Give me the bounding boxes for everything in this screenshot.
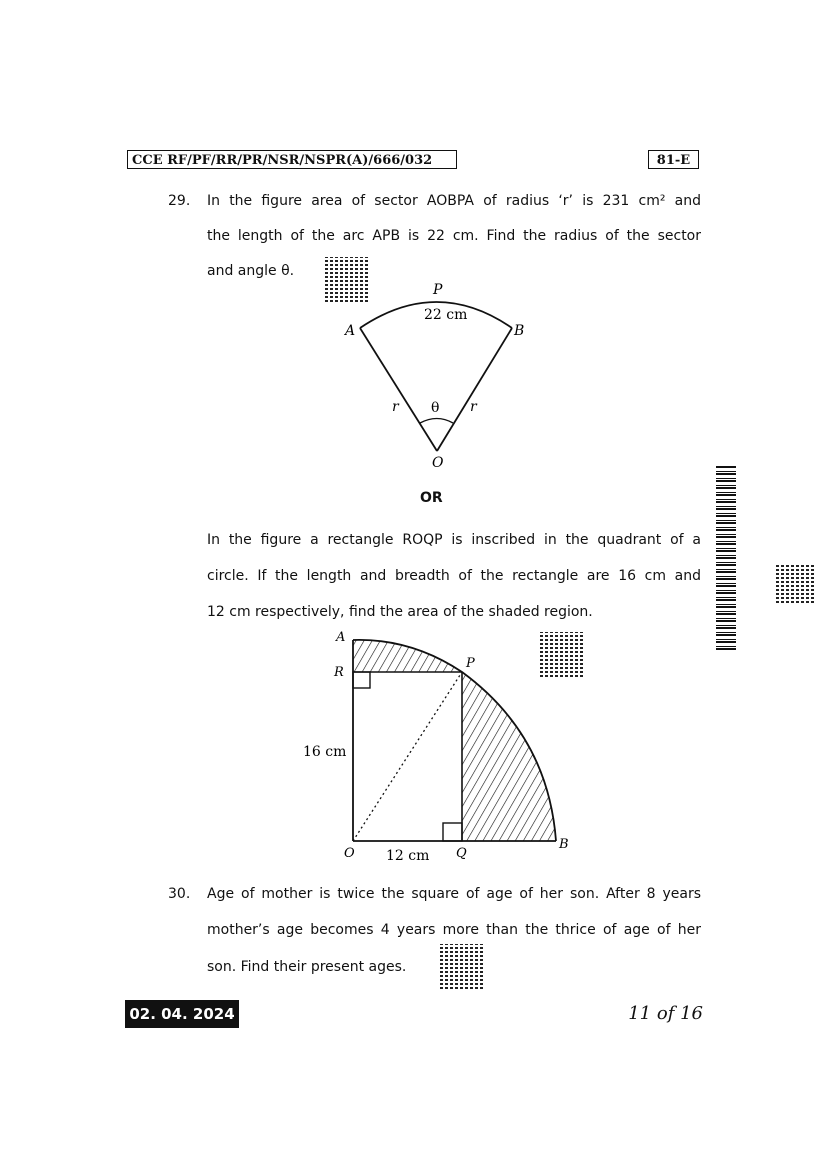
sector-figure xyxy=(340,275,540,475)
radius-ob xyxy=(437,328,512,451)
label-theta: θ xyxy=(431,400,440,416)
breadth-label: 12 cm xyxy=(386,848,430,864)
quadrant-figure xyxy=(300,625,590,865)
qr-code-icon xyxy=(440,944,485,989)
label-a: A xyxy=(336,630,346,645)
radius-oa xyxy=(360,328,440,451)
shaded-right xyxy=(462,672,556,841)
q30-line-2: mother’s age becomes 4 years more than the thrice of age of her xyxy=(207,922,701,938)
q29-line-3: and angle θ. xyxy=(207,263,295,279)
length-label: 16 cm xyxy=(303,744,347,760)
q29-alt-line-3: 12 cm respectively, find the area of the shaded region. xyxy=(207,604,593,620)
q30-line-3: son. Find their present ages. xyxy=(207,959,407,975)
label-r: R xyxy=(334,665,344,680)
question-number-30: 30. xyxy=(168,886,191,902)
label-p: P xyxy=(433,282,443,298)
label-o: O xyxy=(344,846,355,861)
label-b: B xyxy=(559,837,569,852)
q30-line-1: Age of mother is twice the square of age of her son. After 8 years xyxy=(207,886,701,902)
right-angle-q xyxy=(443,823,462,841)
qr-code-icon xyxy=(776,565,814,603)
right-angle-r xyxy=(353,672,370,688)
label-b: B xyxy=(514,323,525,339)
or-separator: OR xyxy=(420,490,443,506)
q29-alt-line-1: In the figure a rectangle ROQP is inscribed in the quadrant of a xyxy=(207,532,701,548)
arc-length-label: 22 cm xyxy=(424,307,468,323)
label-o: O xyxy=(432,455,444,471)
page-number: 11 of 16 xyxy=(628,1003,703,1024)
label-q: Q xyxy=(456,846,467,861)
paper-code: CCE RF/PF/RR/PR/NSR/NSPR(A)/666/032 xyxy=(127,150,457,169)
subject-code: 81-E xyxy=(648,150,699,169)
label-p: P xyxy=(466,656,475,671)
q29-line-1: In the figure area of sector AOBPA of radius ‘r’ is 231 cm² and xyxy=(207,193,701,209)
q29-line-2: the length of the arc APB is 22 cm. Find the radius of the sector xyxy=(207,228,701,244)
question-number-29: 29. xyxy=(168,193,191,209)
label-a: A xyxy=(345,323,356,339)
barcode-icon xyxy=(716,465,736,650)
label-r-right: r xyxy=(470,399,477,415)
label-r-left: r xyxy=(392,399,399,415)
shaded-top xyxy=(353,640,462,672)
diagonal-op xyxy=(353,672,462,841)
angle-arc xyxy=(420,419,453,424)
date-badge: 02. 04. 2024 xyxy=(125,1000,239,1028)
q29-alt-line-2: circle. If the length and breadth of the rectangle are 16 cm and xyxy=(207,568,701,584)
